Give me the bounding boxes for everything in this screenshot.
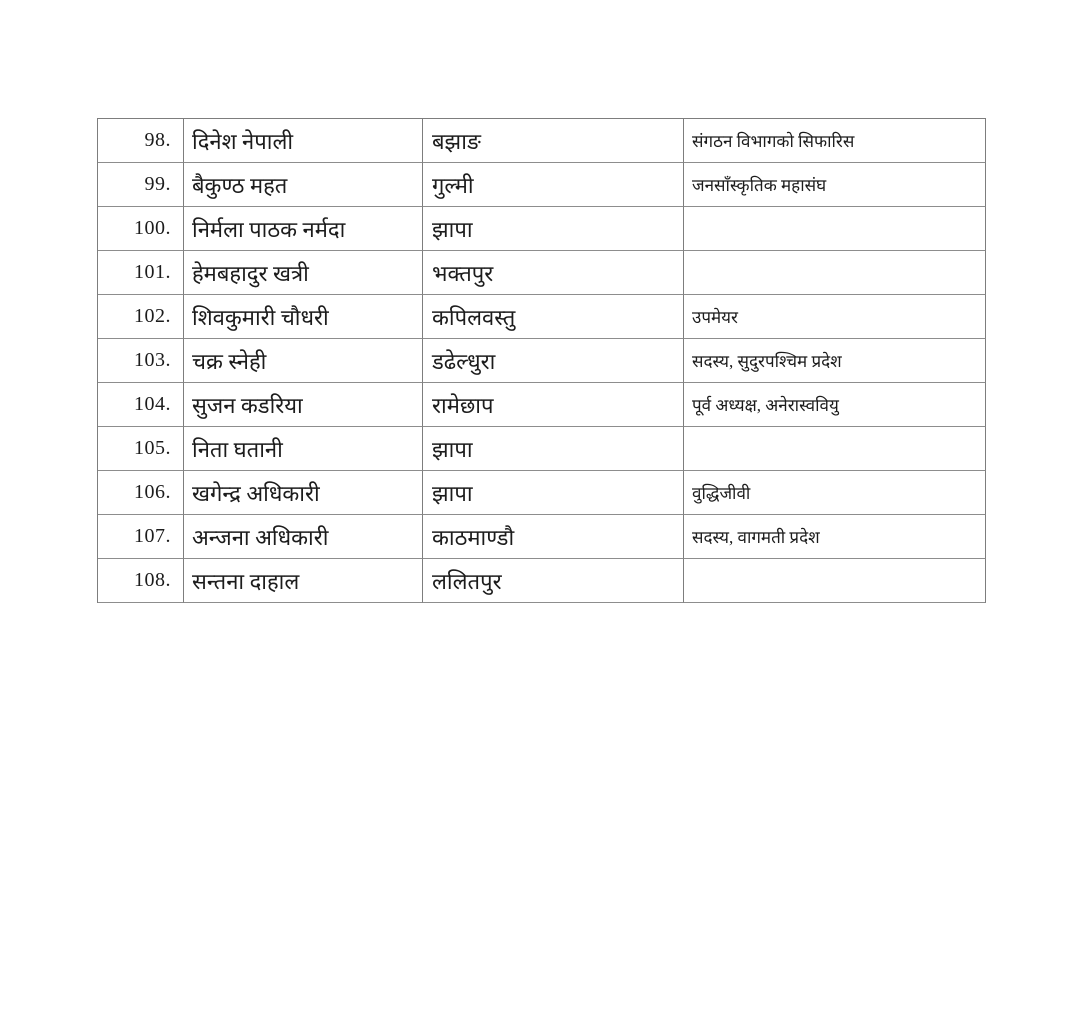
note-cell [684, 251, 986, 295]
district-cell: कपिलवस्तु [423, 295, 684, 339]
district-cell: बझाङ [423, 119, 684, 163]
table-row [98, 207, 986, 251]
district-cell: गुल्मी [423, 163, 684, 207]
note-cell: सदस्य, वागमती प्रदेश [684, 515, 986, 559]
district-cell: ललितपुर [423, 559, 684, 603]
serial-number-cell: 101. [98, 251, 184, 295]
note-cell [684, 207, 986, 251]
serial-number-cell: 103. [98, 339, 184, 383]
table-row [98, 251, 986, 295]
serial-number-cell: 102. [98, 295, 184, 339]
district-cell: झापा [423, 471, 684, 515]
table-row [98, 471, 986, 515]
serial-number-cell: 104. [98, 383, 184, 427]
note-cell: उपमेयर [684, 295, 986, 339]
table-row [98, 163, 986, 207]
name-cell: सन्तना दाहाल [184, 559, 423, 603]
district-cell: झापा [423, 427, 684, 471]
note-cell: पूर्व अध्यक्ष, अनेरास्ववियु [684, 383, 986, 427]
note-cell: जनसाँस्कृतिक महासंघ [684, 163, 986, 207]
serial-number-cell: 100. [98, 207, 184, 251]
serial-number-cell: 106. [98, 471, 184, 515]
district-cell: काठमाण्डौ [423, 515, 684, 559]
name-cell: निर्मला पाठक नर्मदा [184, 207, 423, 251]
name-cell: सुजन कडरिया [184, 383, 423, 427]
table-row [98, 383, 986, 427]
table-row [98, 119, 986, 163]
name-cell: निता घतानी [184, 427, 423, 471]
serial-number-cell: 105. [98, 427, 184, 471]
serial-number-cell: 99. [98, 163, 184, 207]
district-cell: डढेल्धुरा [423, 339, 684, 383]
serial-number-cell: 108. [98, 559, 184, 603]
serial-number-cell: 107. [98, 515, 184, 559]
district-cell: झापा [423, 207, 684, 251]
note-cell: वुद्धिजीवी [684, 471, 986, 515]
note-cell: संगठन विभागको सिफारिस [684, 119, 986, 163]
name-cell: दिनेश नेपाली [184, 119, 423, 163]
table-row [98, 295, 986, 339]
name-cell: अन्जना अधिकारी [184, 515, 423, 559]
member-list-table [97, 118, 986, 603]
name-cell: बैकुण्ठ महत [184, 163, 423, 207]
serial-number-cell: 98. [98, 119, 184, 163]
table-row [98, 427, 986, 471]
table-row [98, 559, 986, 603]
district-cell: भक्तपुर [423, 251, 684, 295]
name-cell: चक्र स्नेही [184, 339, 423, 383]
name-cell: खगेन्द्र अधिकारी [184, 471, 423, 515]
district-cell: रामेछाप [423, 383, 684, 427]
table-row [98, 339, 986, 383]
name-cell: शिवकुमारी चौधरी [184, 295, 423, 339]
note-cell [684, 427, 986, 471]
table-row [98, 515, 986, 559]
note-cell [684, 559, 986, 603]
note-cell: सदस्य, सुदुरपश्चिम प्रदेश [684, 339, 986, 383]
name-cell: हेमबहादुर खत्री [184, 251, 423, 295]
